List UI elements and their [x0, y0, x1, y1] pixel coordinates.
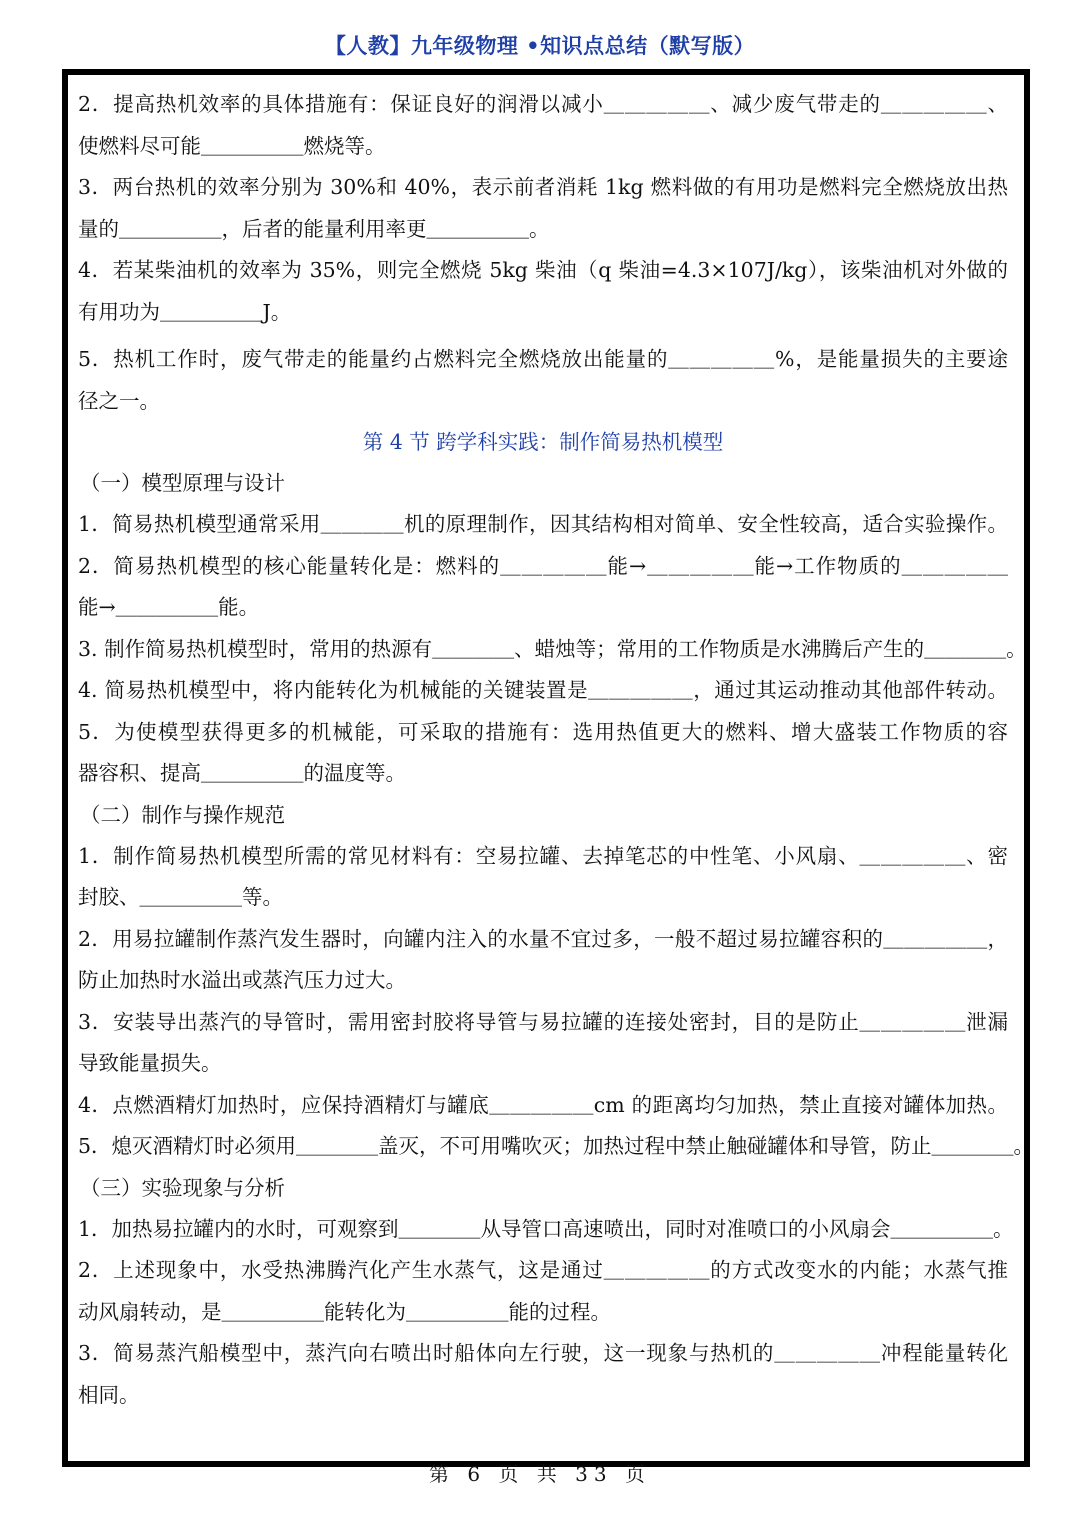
question-line: 有用功为＿＿＿＿＿J。 — [78, 299, 292, 324]
question-line: 5．为使模型获得更多的机械能，可采取的措施有：选用热值更大的燃料、增大盛装工作物质的容 — [78, 719, 1008, 744]
question-line: 使燃料尽可能＿＿＿＿＿燃烧等。 — [78, 133, 386, 158]
question-line: 1．简易热机模型通常采用＿＿＿＿机的原理制作，因其结构相对简单、安全性较高，适合实验操作。 — [78, 512, 1008, 536]
question-line: 量的＿＿＿＿＿，后者的能量利用率更＿＿＿＿＿。 — [78, 216, 550, 241]
section-title: 第 4 节 跨学科实践：制作简易热机模型 — [362, 430, 724, 454]
question-line: 4. 简易热机模型中，将内能转化为机械能的关键装置是＿＿＿＿＿，通过其运动推动其他部件转动。 — [78, 678, 1008, 702]
question-line: 能→＿＿＿＿＿能。 — [78, 595, 260, 619]
subsection-title: （二）制作与操作规范 — [80, 802, 285, 827]
question-line: 3. 制作简易热机模型时，常用的热源有＿＿＿＿、蜡烛等；常用的工作物质是水沸腾后产生的＿＿＿＿。 — [78, 636, 1027, 661]
question-line: 2．用易拉罐制作蒸汽发生器时，向罐内注入的水量不宜过多，一般不超过易拉罐容积的＿＿＿＿＿， — [78, 926, 1008, 951]
question-line: 径之一。 — [78, 388, 160, 413]
question-line: 3．安装导出蒸汽的导管时，需用密封胶将导管与易拉罐的连接处密封，目的是防止＿＿＿＿＿泄漏 — [78, 1009, 1008, 1034]
question-line: 器容积、提高＿＿＿＿＿的温度等。 — [78, 761, 406, 785]
question-line: 5．熄灭酒精灯时必须用＿＿＿＿盖灭，不可用嘴吹灭；加热过程中禁止触碰罐体和导管，防止＿＿＿＿。 — [78, 1134, 1035, 1158]
question-line: 2．简易热机模型的核心能量转化是：燃料的＿＿＿＿＿能→＿＿＿＿＿能→工作物质的＿＿＿＿＿ — [78, 553, 1008, 578]
question-line: 4．若某柴油机的效率为 35%，则完全燃烧 5kg 柴油（q 柴油=4.3×107J/kg），该柴油机对外做的 — [78, 258, 1008, 282]
document-header: 【人教】九年级物理 •知识点总结（默写版） — [324, 33, 756, 58]
subsection-title: （一）模型原理与设计 — [80, 471, 285, 495]
question-line: 2．提高热机效率的具体措施有：保证良好的润滑以减小＿＿＿＿＿、减少废气带走的＿＿＿＿＿、 — [78, 92, 1008, 116]
page-number: 第 6 页 共 33 页 — [429, 1462, 651, 1486]
question-line: 导致能量损失。 — [78, 1051, 222, 1075]
question-line: 封胶、＿＿＿＿＿等。 — [78, 885, 283, 909]
question-line: 3．两台热机的效率分别为 30%和 40%，表示前者消耗 1kg 燃料做的有用功是燃料完全燃烧放出热 — [78, 175, 1008, 199]
question-line: 1．制作简易热机模型所需的常见材料有：空易拉罐、去掉笔芯的中性笔、小风扇、＿＿＿＿＿、密 — [78, 843, 1008, 868]
question-line: 3．简易蒸汽船模型中，蒸汽向右喷出时船体向左行驶，这一现象与热机的＿＿＿＿＿冲程能量转化 — [78, 1341, 1008, 1365]
question-line: 1．加热易拉罐内的水时，可观察到＿＿＿＿从导管口高速喷出，同时对准喷口的小风扇会＿＿＿＿＿。 — [78, 1216, 1014, 1241]
question-line: 4．点燃酒精灯加热时，应保持酒精灯与罐底＿＿＿＿＿cm 的距离均匀加热，禁止直接对罐体加热。 — [78, 1092, 1008, 1117]
question-line: 相同。 — [78, 1382, 140, 1407]
question-line: 动风扇转动，是＿＿＿＿＿能转化为＿＿＿＿＿能的过程。 — [78, 1299, 611, 1324]
question-line: 2．上述现象中，水受热沸腾汽化产生水蒸气，这是通过＿＿＿＿＿的方式改变水的内能；水蒸气推 — [78, 1258, 1008, 1282]
document-body — [78, 84, 1035, 1416]
question-line: 防止加热时水溢出或蒸汽压力过大。 — [78, 968, 406, 992]
subsection-title: （三）实验现象与分析 — [80, 1175, 285, 1200]
question-line: 5．热机工作时，废气带走的能量约占燃料完全燃烧放出能量的＿＿＿＿＿%，是能量损失的主要途 — [78, 347, 1008, 371]
